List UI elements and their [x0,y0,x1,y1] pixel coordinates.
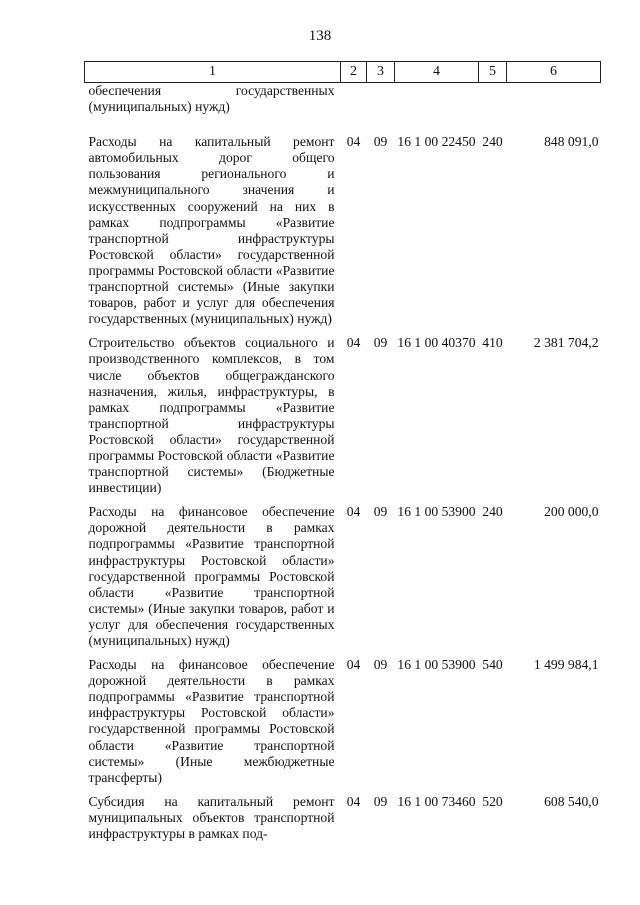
row-section: 04 [346,657,361,673]
table-row [85,794,601,842]
row-section: 04 [346,335,361,351]
header-col-5: 5 [479,62,507,83]
row-target-article: 16 1 00 53900 [397,657,476,673]
row-amount: 608 540,0 [544,793,599,809]
row-section: 04 [346,504,361,520]
page-number: 138 [308,28,332,44]
row-target-article: 16 1 00 53900 [397,504,476,520]
row-expense-type: 540 [482,657,503,673]
row-subsection [367,83,395,135]
table-row [85,83,601,135]
row-target-article: 16 1 00 22450 [397,134,476,150]
row-amount: 1 499 984,1 [533,657,599,673]
row-expense-type: 520 [482,793,503,809]
row-expense-type [479,83,507,135]
row-target-article [395,83,479,135]
row-subsection: 09 [373,793,388,809]
row-amount: 200 000,0 [544,504,599,520]
row-description: Субсидия на капитальный ремонт муниципальных объектов транспортной инфраструктуры в рамках под- [88,793,335,842]
header-row [85,62,601,83]
row-description: обеспечения государственных (муниципальных) нужд) [88,83,335,115]
header-col-6: 6 [507,62,601,83]
row-expense-type: 240 [482,504,503,520]
row-subsection: 09 [373,335,388,351]
row-amount [507,83,601,135]
row-target-article: 16 1 00 40370 [397,335,476,351]
table-body [85,83,601,843]
table-row [85,504,601,657]
row-description: Расходы на капитальный ремонт автомобильных дорог общего пользования регионального и межмуниципального значения и искусственных сооружений на них в рамках подпрограммы «Развитие транспортной инфраструктуры Ростовской области» государственной программы Ростовской области «Развитие транспортной системы» (Иные закупки товаров, работ и услуг для обеспечения государственных (муниципальных) нужд) [88,134,335,327]
table-row [85,335,601,504]
table-row [85,134,601,335]
budget-table [84,61,601,842]
row-subsection: 09 [373,504,388,520]
header-col-2: 2 [341,62,367,83]
row-section: 04 [346,134,361,150]
row-amount: 2 381 704,2 [533,335,599,351]
row-description: Расходы на финансовое обеспечение дорожной деятельности в рамках подпрограммы «Развитие транспортной инфраструктуры Ростовской области» государственной программы Ростовской области «Развитие транспортной системы» (Иные межбюджетные трансферты) [88,657,335,785]
row-expense-type: 240 [482,134,503,150]
header-col-1: 1 [85,62,341,83]
row-amount: 848 091,0 [544,134,599,150]
row-subsection: 09 [373,657,388,673]
row-description: Расходы на финансовое обеспечение дорожной деятельности в рамках подпрограммы «Развитие транспортной инфраструктуры Ростовской области» государственной программы Ростовской области «Развитие транспортной системы» (Иные закупки товаров, работ и услуг для обеспечения государственных (муниципальных) нужд) [88,504,335,648]
header-col-4: 4 [395,62,479,83]
row-subsection: 09 [373,134,388,150]
row-target-article: 16 1 00 73460 [397,793,476,809]
row-expense-type: 410 [482,335,503,351]
row-description: Строительство объектов социального и производственного комплексов, в том числе объектов общегражданского назначения, жилья, инфраструктуры, в рамках подпрограммы «Развитие транспортной инфраструктуры Ростовской области» государственной программы Ростовской области «Развитие транспортной системы» (Бюджетные инвестиции) [88,335,335,496]
table-row [85,657,601,794]
table-header [85,62,601,83]
row-section [341,83,367,135]
row-section: 04 [346,793,361,809]
header-col-3: 3 [367,62,395,83]
